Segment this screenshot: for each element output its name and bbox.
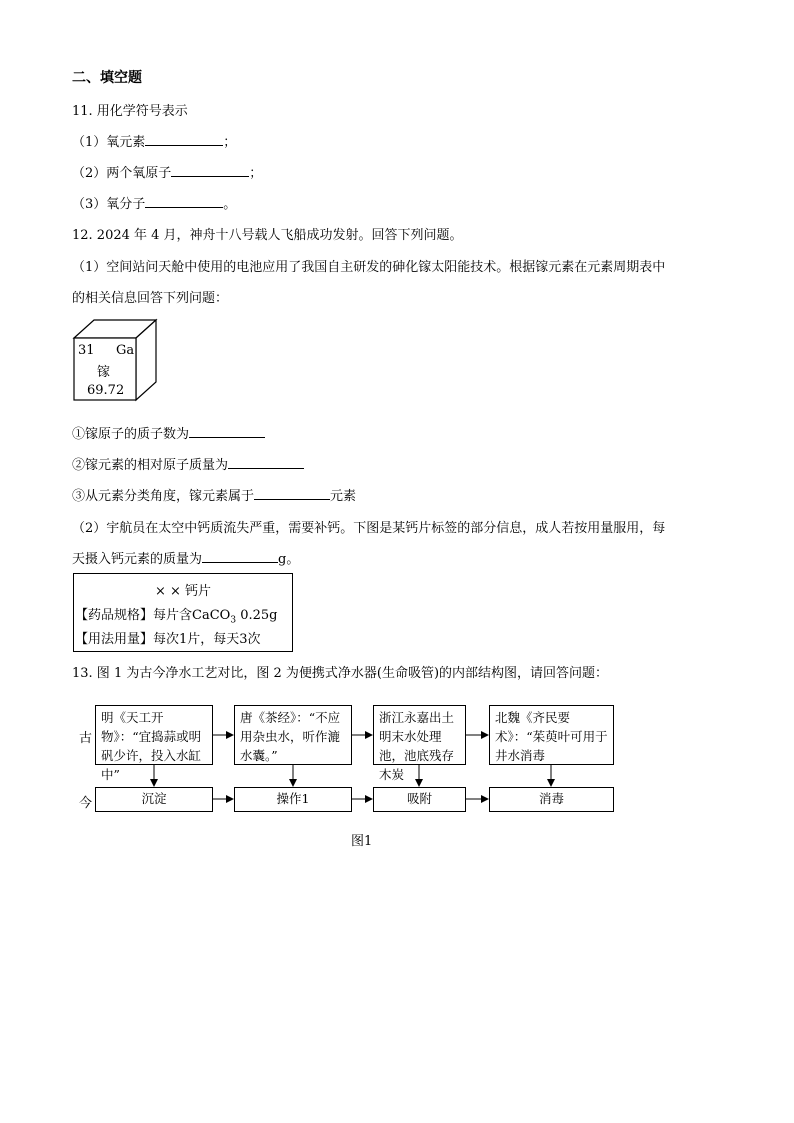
modern-row-label: 今 xyxy=(79,796,93,811)
modern-box-disinfection: 消毒 xyxy=(489,787,614,812)
element-mass: 69.72 xyxy=(87,383,125,398)
q12-sub1-text: ①镓原子的质子数为 xyxy=(72,427,190,442)
q12-stem: 12. 2024 年 4 月，神舟十八号载人飞船成功发射。回答下列问题。 xyxy=(72,228,463,243)
ancient-box-2: 唐《茶经》：“不应用杂虫水，听作漉水囊。” xyxy=(234,705,352,765)
ancient-box-4: 北魏《齐民要术》：“茱萸叶可用于井水消毒 xyxy=(489,705,614,765)
modern-box-operation1: 操作1 xyxy=(234,787,352,812)
q13-stem: 13. 图 1 为古今净水工艺对比，图 2 为便携式净水器(生命吸管)的内部结构图，请回答问题： xyxy=(72,666,609,681)
q12-part2-unit: g。 xyxy=(278,552,300,567)
q12-part1-line2: 的相关信息回答下列问题： xyxy=(72,291,229,306)
element-name: 镓 xyxy=(97,365,111,380)
q11-item-2-suffix: ； xyxy=(249,166,263,181)
section-title: 二、填空题 xyxy=(72,70,142,86)
element-number: 31 xyxy=(78,343,95,358)
q12-sub3-text: ③从元素分类角度，镓元素属于 xyxy=(72,489,255,504)
spec-subscript: 3 xyxy=(230,615,237,626)
q12-part2-line1: （2）宇航员在太空中钙质流失严重，需要补钙。下图是某钙片标签的部分信息，成人若按用量服用，每 xyxy=(72,521,666,536)
element-symbol: Ga xyxy=(116,343,135,358)
usage-text: 每次1片，每天3次 xyxy=(153,632,261,647)
calcium-label-title: × × 钙片 xyxy=(154,584,212,599)
q11-item-3-label: （3）氧分子 xyxy=(72,197,146,212)
figure-caption: 图1 xyxy=(351,834,373,849)
usage-tag: 【用法用量】 xyxy=(75,632,154,647)
spec-amount: 0.25g xyxy=(236,608,278,623)
spec-text: 每片含CaCO xyxy=(153,608,231,623)
spec-tag: 【药品规格】 xyxy=(75,608,154,623)
q11-item-2-label: （2）两个氧原子 xyxy=(72,166,172,181)
ancient-box-1: 明《天工开物》：“宜捣蒜或明矾少许，投入水缸中” xyxy=(95,705,213,765)
modern-box-adsorption: 吸附 xyxy=(373,787,466,812)
q12-sub3-suffix: 元素 xyxy=(330,489,357,504)
q11-stem: 11. 用化学符号表示 xyxy=(72,104,188,119)
q11-item-3-suffix: 。 xyxy=(223,197,237,212)
ancient-box-3: 浙江永嘉出土明末水处理池，池底残存木炭 xyxy=(373,705,466,765)
q11-item-1-label: （1）氧元素 xyxy=(72,135,146,150)
modern-box-sedimentation: 沉淀 xyxy=(95,787,213,812)
q11-item-1-suffix: ； xyxy=(223,135,237,150)
q12-part1-line1: （1）空间站问天舱中使用的电池应用了我国自主研发的砷化镓太阳能技术。根据镓元素在元素周期表中 xyxy=(72,260,666,275)
q12-sub2-text: ②镓元素的相对原子质量为 xyxy=(72,458,229,473)
q12-part2-text: 天摄入钙元素的质量为 xyxy=(72,552,203,567)
ancient-row-label: 古 xyxy=(79,731,93,746)
